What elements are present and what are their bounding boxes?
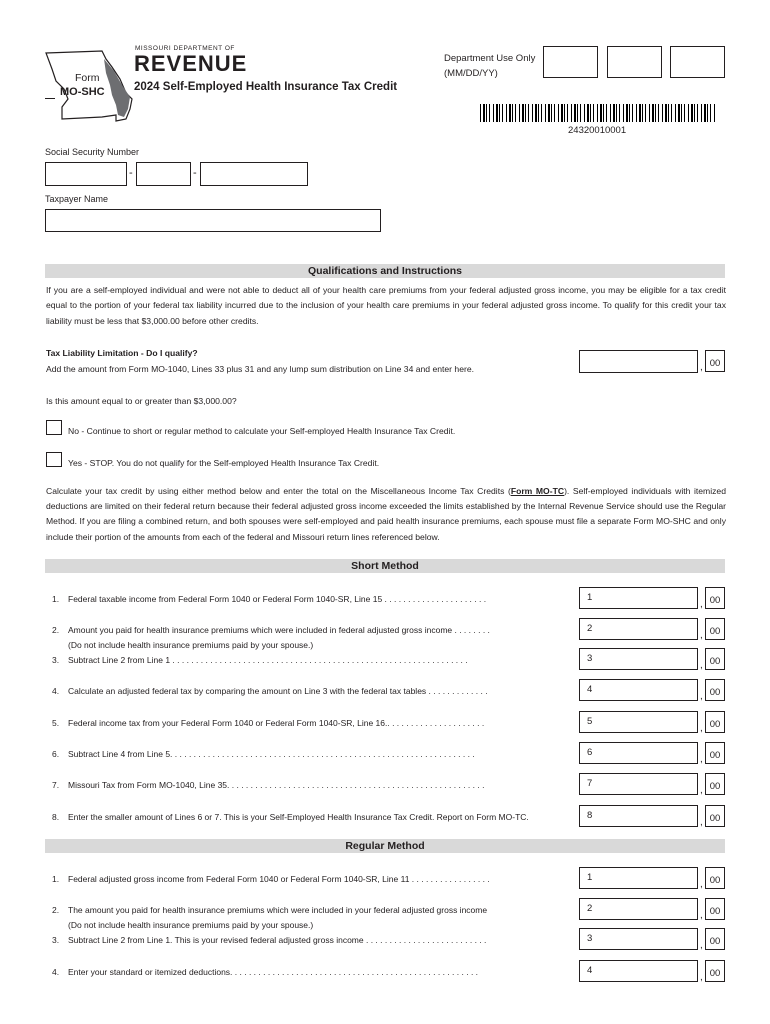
line-number: 8. [52,812,60,822]
ssn-field-part3[interactable] [200,162,308,186]
line-text: Federal taxable income from Federal Form 1040 or Federal Form 1040-SR, Line 15 . . . . . . . . . . . . . . . . . . . . . . [68,594,487,604]
qualifications-intro: If you are a self-employed individual and were not able to deduct all of your health care premiums from your federal adjusted gross income, you may be eligible for a tax credit equal to the portion of your federal tax liability incurred due to the inclusion of your health care premiums in your federal adjusted gross income. To qualify for this credit your tax liability must be less that $3,000.00 before other credits. [46,285,726,326]
form-label: Form [75,72,100,84]
line-amount-field[interactable] [579,898,698,920]
tax-liability-amount-field[interactable] [579,350,698,373]
comma: , [700,910,703,921]
limitation-heading: Tax Liability Limitation - Do I qualify? [46,348,198,358]
line-text: Amount you paid for health insurance premiums which were included in federal adjusted gross income . . . . . . . . [68,625,490,635]
line-text: The amount you paid for health insurance premiums which were included in your federal adjusted gross income [68,905,488,915]
line-box-number: 7 [587,778,593,789]
line-box-number: 2 [587,903,593,914]
comma: , [700,785,703,796]
barcode-number: 24320010001 [568,125,627,136]
comma: , [700,817,703,828]
line-description [52,718,484,728]
comma: , [700,630,703,641]
line-cents-field: 00 [705,960,725,982]
line-description [52,749,475,759]
line-number: 2. [52,625,60,635]
qualify-question: Is this amount equal to or greater than $3,000.00? [46,396,237,406]
revenue-wordmark: REVENUE [134,51,248,76]
line-description [52,655,468,665]
line-box-number: 1 [587,592,593,603]
comma: , [700,972,703,983]
line-text: Subtract Line 2 from Line 1 . . . . . . . . . . . . . . . . . . . . . . . . . . . . . . . . . . . . . . . . . . . . . . . . . . . . . . . . . . . . . . . [68,655,468,665]
line-number: 5. [52,718,60,728]
yes-option-label: Yes - STOP. You do not qualify for the Self-employed Health Insurance Tax Credit. [68,458,380,468]
line-box-number: 8 [587,810,593,821]
line-number: 4. [52,686,60,696]
line-description [52,686,488,696]
calculation-instructions [46,484,726,545]
line-text: Missouri Tax from Form MO-1040, Line 35. . . . . . . . . . . . . . . . . . . . . . . . . . . . . . . . . . . . . . . . . . . . . . . . . . . . . . . [68,780,485,790]
line-text: Federal adjusted gross income from Federal Form 1040 or Federal Form 1040-SR, Line 11 . . . . . . . . . . . . . . . . . [68,874,490,884]
taxpayer-name-label: Taxpayer Name [45,194,109,204]
line-cents-field: 00 [705,679,725,701]
line-amount-field[interactable] [579,867,698,889]
line-box-number: 5 [587,716,593,727]
line-box-number: 1 [587,872,593,883]
line-amount-field[interactable] [579,742,698,764]
missouri-seal-logo [42,45,138,125]
dept-date-month-box [543,46,598,78]
barcode [480,104,715,122]
regular-method-heading: Regular Method [45,839,725,853]
comma: , [700,599,703,610]
line-box-number: 3 [587,933,593,944]
comma: , [700,879,703,890]
line-box-number: 6 [587,747,593,758]
line-cents-field: 00 [705,618,725,640]
line-box-number: 4 [587,965,593,976]
line-amount-field[interactable] [579,711,698,733]
ssn-field-part2[interactable] [136,162,191,186]
line-number: 1. [52,594,60,604]
taxpayer-name-field[interactable] [45,209,381,232]
dept-date-day-box [607,46,662,78]
dept-use-only-label: Department Use Only [444,53,536,64]
yes-checkbox[interactable] [46,452,62,467]
date-format-label: (MM/DD/YY) [444,68,498,79]
line-amount-field[interactable] [579,648,698,670]
page-title: 2024 Self-Employed Health Insurance Tax Credit [134,81,398,93]
line-number: 2. [52,905,60,915]
limitation-text: Add the amount from Form MO-1040, Lines 33 plus 31 and any lump sum distribution on Line 34 and enter here. [46,364,475,374]
line-description [52,935,486,945]
line-cents-field: 00 [705,773,725,795]
comma: , [700,691,703,702]
line-subnote: (Do not include health insurance premiums paid by your spouse.) [68,920,314,930]
line-text: Federal income tax from your Federal Form 1040 or Federal Form 1040-SR, Line 16.. . . . . . . . . . . . . . . . . . . . . [68,718,485,728]
calc-text-post: ). Self-employed individuals with itemized deductions are limited on their federal return because their federal adjusted gross income exceeded the limits established by the Internal Revenue Service should use the Regular Method. If you are filing a combined return, and both spouses were self-employed and paid health insurance premiums, each spouse must file a separate Form MO-SHC and only include their portion of the amounts from each of the federal and Missouri return lines referenced below. [46,486,726,542]
line-amount-field[interactable] [579,587,698,609]
line-amount-field[interactable] [579,773,698,795]
line-description [52,780,484,790]
line-cents-field: 00 [705,648,725,670]
department-line: MISSOURI DEPARTMENT OF [135,45,235,52]
line-amount-field[interactable] [579,928,698,950]
form-id: MO-SHC [60,86,105,98]
line-text: Enter the smaller amount of Lines 6 or 7. This is your Self-Employed Health Insurance Tax Credit. Report on Form MO-TC. [68,812,529,822]
qualifications-heading: Qualifications and Instructions [45,264,725,278]
line-cents-field: 00 [705,805,725,827]
line-text: Enter your standard or itemized deductions. . . . . . . . . . . . . . . . . . . . . . . . . . . . . . . . . . . . . . . . . . . . . . . . . . . . . [68,967,479,977]
line-amount-field[interactable] [579,805,698,827]
ssn-dash: - [129,167,133,179]
comma: , [700,362,703,373]
line-amount-field[interactable] [579,618,698,640]
form-mo-tc-link[interactable]: Form MO-TC [510,486,565,496]
line-description [52,625,490,635]
line-number: 6. [52,749,60,759]
line-number: 7. [52,780,60,790]
no-checkbox[interactable] [46,420,62,435]
line-description [52,812,529,822]
line-text: Calculate an adjusted federal tax by comparing the amount on Line 3 with the federal tax tables . . . . . . . . . . . . . [68,686,488,696]
line-cents-field: 00 [705,711,725,733]
line-cents-field: 00 [705,742,725,764]
ssn-dash: - [193,167,197,179]
line-number: 4. [52,967,60,977]
ssn-label: Social Security Number [45,147,140,157]
short-method-heading: Short Method [45,559,725,573]
line-cents-field: 00 [705,928,725,950]
line-cents-field: 00 [705,898,725,920]
line-amount-field[interactable] [579,679,698,701]
calc-text-pre: Calculate your tax credit by using either method below and enter the total on the Miscellaneous Income Tax Credits ( [46,486,511,496]
line-description [52,594,486,604]
line-box-number: 4 [587,684,593,695]
line-description [52,905,487,915]
line-text: Subtract Line 4 from Line 5. . . . . . . . . . . . . . . . . . . . . . . . . . . . . . . . . . . . . . . . . . . . . . . . . . . . . . . . . . . . . . . . . [68,749,475,759]
line-cents-field: 00 [705,867,725,889]
form-id-underline [45,98,55,99]
line-subnote: (Do not include health insurance premiums paid by your spouse.) [68,640,314,650]
line-number: 3. [52,935,60,945]
line-number: 3. [52,655,60,665]
tax-liability-cents: 00 [705,350,725,372]
comma: , [700,660,703,671]
line-number: 1. [52,874,60,884]
comma: , [700,723,703,734]
dept-date-year-box [670,46,725,78]
line-description [52,967,478,977]
line-text: Subtract Line 2 from Line 1. This is your revised federal adjusted gross income . . . . . . . . . . . . . . . . . . . . . . . . . . [68,935,487,945]
no-option-label: No - Continue to short or regular method to calculate your Self-employed Health Insurance Tax Credit. [68,426,456,436]
comma: , [700,754,703,765]
line-cents-field: 00 [705,587,725,609]
line-box-number: 3 [587,653,593,664]
comma: , [700,940,703,951]
ssn-field-part1[interactable] [45,162,127,186]
line-description [52,874,490,884]
line-amount-field[interactable] [579,960,698,982]
line-box-number: 2 [587,623,593,634]
